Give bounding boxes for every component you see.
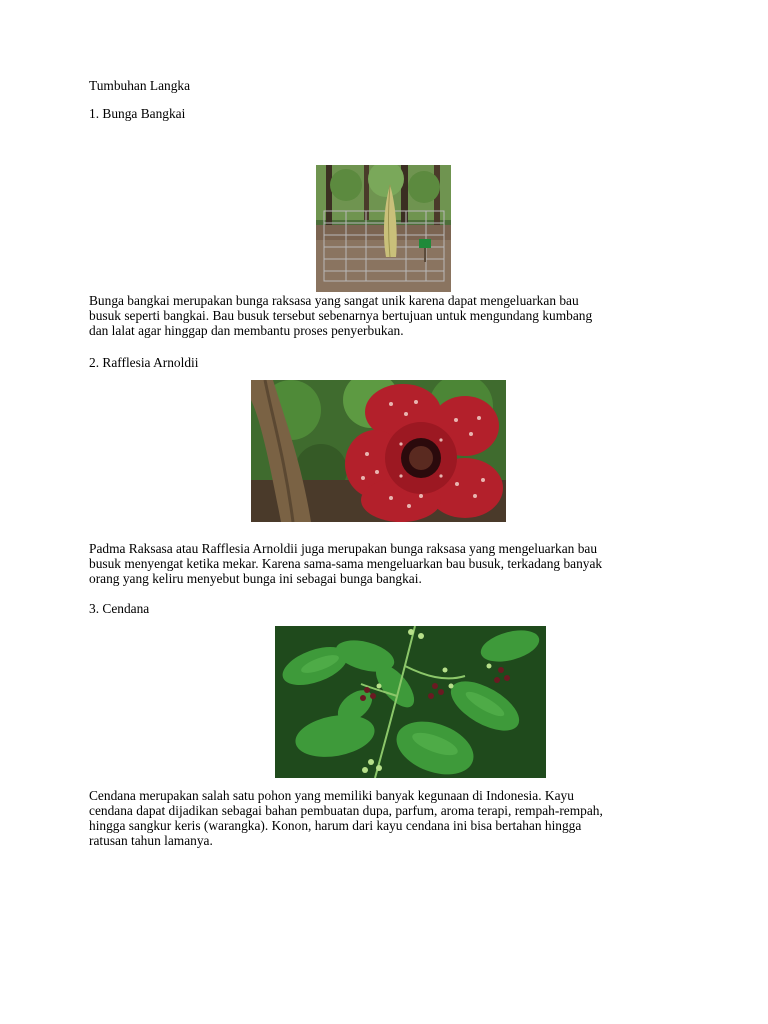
paragraph-line: busuk seperti bangkai. Bau busuk tersebut sebenarnya bertujuan untuk mengundang kumbang — [89, 308, 593, 323]
rafflesia-description — [89, 541, 689, 586]
paragraph-line: Cendana merupakan salah satu pohon yang memiliki banyak kegunaan di Indonesia. Kayu — [89, 788, 574, 803]
cendana-image — [275, 626, 546, 778]
bunga-bangkai-description — [89, 293, 689, 338]
paragraph-line: hingga sangkur keris (warangka). Konon, harum dari kayu cendana ini bisa bertahan hingga — [89, 818, 582, 833]
paragraph-line: cendana dapat dijadikan sebagai bahan pembuatan dupa, parfum, aroma terapi, rempah-rempah, — [89, 803, 603, 818]
section-heading-bunga-bangkai: 1. Bunga Bangkai — [89, 106, 186, 121]
paragraph-line: orang yang keliru menyebut bunga ini sebagai bunga bangkai. — [89, 571, 422, 586]
rafflesia-image — [251, 380, 506, 522]
bunga-bangkai-image — [316, 165, 451, 292]
paragraph-line: Bunga bangkai merupakan bunga raksasa yang sangat unik karena dapat mengeluarkan bau — [89, 293, 579, 308]
cendana-description — [89, 788, 689, 848]
section-heading-cendana: 3. Cendana — [89, 601, 150, 616]
section-heading-rafflesia: 2. Rafflesia Arnoldii — [89, 355, 199, 370]
paragraph-line: busuk menyengat ketika mekar. Karena sama-sama mengeluarkan bau busuk, terkadang banyak — [89, 556, 603, 571]
paragraph-line: Padma Raksasa atau Rafflesia Arnoldii juga merupakan bunga raksasa yang mengeluarkan bau — [89, 541, 598, 556]
document-title: Tumbuhan Langka — [89, 78, 191, 93]
paragraph-line: dan lalat agar hinggap dan membantu proses penyerbukan. — [89, 323, 404, 338]
paragraph-line: ratusan tahun lamanya. — [89, 833, 213, 848]
